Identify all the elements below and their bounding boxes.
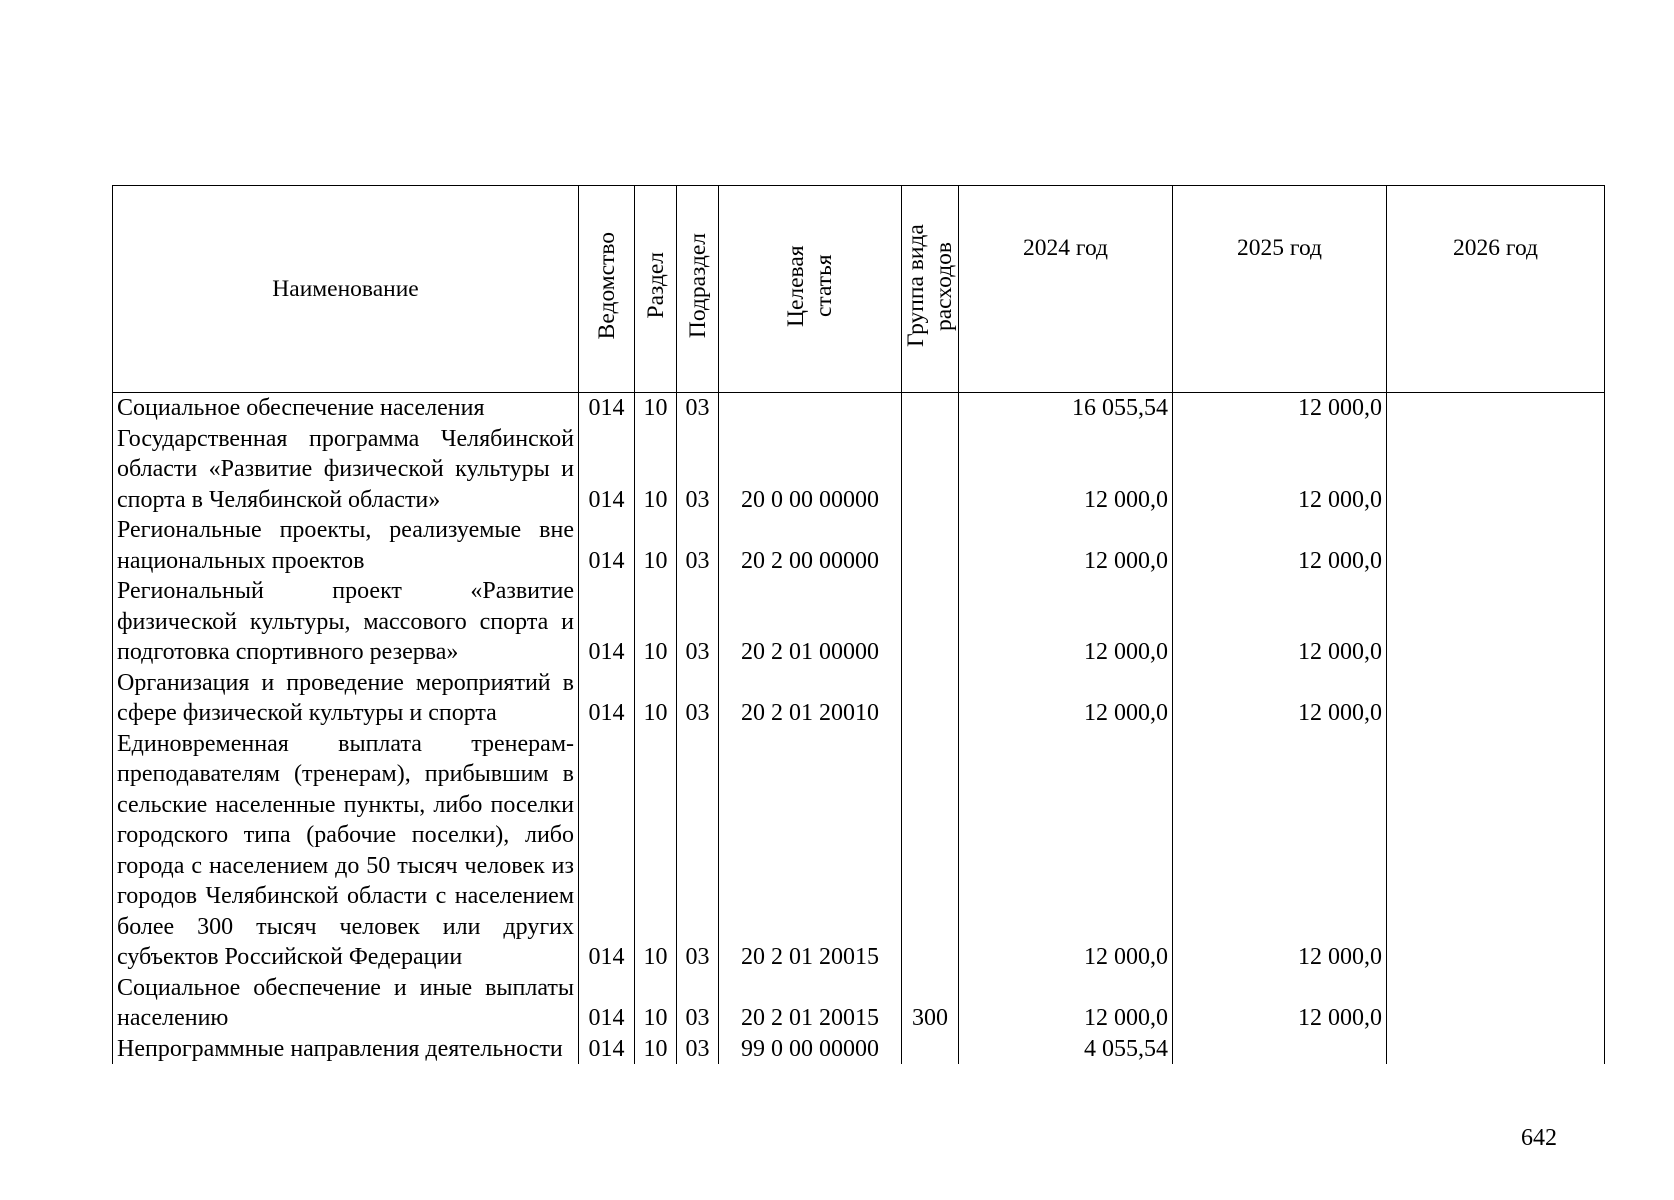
cell-expense-group <box>902 668 959 729</box>
cell-subsection: 03 <box>677 393 719 424</box>
cell-section: 10 <box>635 1034 677 1065</box>
cell-2026 <box>1387 515 1605 576</box>
cell-subsection: 03 <box>677 973 719 1034</box>
cell-section: 10 <box>635 973 677 1034</box>
cell-target-article: 99 0 00 00000 <box>719 1034 902 1065</box>
cell-agency: 014 <box>579 668 635 729</box>
cell-name: Государственная программа Челябинской области «Развитие физической культуры и спорта в Челябинской области» <box>113 424 579 516</box>
cell-2026 <box>1387 729 1605 973</box>
cell-expense-group: 300 <box>902 973 959 1034</box>
table-row <box>113 668 1605 729</box>
cell-agency: 014 <box>579 515 635 576</box>
page-number: 642 <box>1521 1125 1557 1151</box>
table-row <box>113 515 1605 576</box>
cell-expense-group <box>902 729 959 973</box>
cell-section: 10 <box>635 424 677 516</box>
cell-name: Региональный проект «Развитие физической культуры, массового спорта и подготовка спортивного резерва» <box>113 576 579 668</box>
budget-table <box>112 185 1605 1064</box>
cell-2025: 12 000,0 <box>1173 668 1387 729</box>
cell-2026 <box>1387 424 1605 516</box>
cell-name: Региональные проекты, реализуемые вне национальных проектов <box>113 515 579 576</box>
cell-section: 10 <box>635 729 677 973</box>
cell-expense-group <box>902 515 959 576</box>
cell-section: 10 <box>635 668 677 729</box>
cell-2025: 12 000,0 <box>1173 424 1387 516</box>
header-target-article: Целевая статья <box>719 186 902 393</box>
table-body <box>113 393 1605 1065</box>
cell-name: Организация и проведение мероприятий в сфере физической культуры и спорта <box>113 668 579 729</box>
header-2024: 2024 год <box>959 186 1173 393</box>
cell-agency: 014 <box>579 729 635 973</box>
header-name: Наименование <box>113 186 579 393</box>
header-section: Раздел <box>635 186 677 393</box>
cell-target-article: 20 2 01 20015 <box>719 973 902 1034</box>
cell-2024: 4 055,54 <box>959 1034 1173 1065</box>
cell-target-article: 20 2 01 20015 <box>719 729 902 973</box>
cell-subsection: 03 <box>677 424 719 516</box>
cell-2025: 12 000,0 <box>1173 729 1387 973</box>
cell-section: 10 <box>635 576 677 668</box>
cell-2026 <box>1387 393 1605 424</box>
cell-target-article <box>719 393 902 424</box>
cell-2024: 12 000,0 <box>959 424 1173 516</box>
cell-name: Социальное обеспечение и иные выплаты населению <box>113 973 579 1034</box>
cell-2025: 12 000,0 <box>1173 393 1387 424</box>
cell-expense-group <box>902 1034 959 1065</box>
header-agency: Ведомство <box>579 186 635 393</box>
cell-2025: 12 000,0 <box>1173 576 1387 668</box>
cell-agency: 014 <box>579 973 635 1034</box>
cell-expense-group <box>902 424 959 516</box>
cell-section: 10 <box>635 515 677 576</box>
cell-agency: 014 <box>579 576 635 668</box>
header-2026: 2026 год <box>1387 186 1605 393</box>
cell-name: Непрограммные направления деятельности <box>113 1034 579 1065</box>
cell-2026 <box>1387 576 1605 668</box>
cell-subsection: 03 <box>677 1034 719 1065</box>
cell-2025: 12 000,0 <box>1173 515 1387 576</box>
cell-2026 <box>1387 1034 1605 1065</box>
table-row <box>113 424 1605 516</box>
cell-agency: 014 <box>579 424 635 516</box>
header-subsection: Подраздел <box>677 186 719 393</box>
cell-subsection: 03 <box>677 515 719 576</box>
header-2025: 2025 год <box>1173 186 1387 393</box>
cell-2025: 12 000,0 <box>1173 973 1387 1034</box>
cell-target-article: 20 2 01 20010 <box>719 668 902 729</box>
cell-2024: 16 055,54 <box>959 393 1173 424</box>
table-row <box>113 393 1605 424</box>
cell-target-article: 20 2 01 00000 <box>719 576 902 668</box>
cell-2025 <box>1173 1034 1387 1065</box>
header-expense-group: Группа вида расходов <box>902 186 959 393</box>
cell-target-article: 20 0 00 00000 <box>719 424 902 516</box>
cell-2024: 12 000,0 <box>959 515 1173 576</box>
cell-subsection: 03 <box>677 729 719 973</box>
cell-target-article: 20 2 00 00000 <box>719 515 902 576</box>
cell-agency: 014 <box>579 393 635 424</box>
cell-2024: 12 000,0 <box>959 668 1173 729</box>
cell-expense-group <box>902 576 959 668</box>
cell-subsection: 03 <box>677 576 719 668</box>
table-row <box>113 576 1605 668</box>
cell-subsection: 03 <box>677 668 719 729</box>
cell-agency: 014 <box>579 1034 635 1065</box>
cell-section: 10 <box>635 393 677 424</box>
cell-name: Единовременная выплата тренерам-преподавателям (тренерам), прибывшим в сельские населенные пункты, либо поселки городского типа (рабочие поселки), либо города с населением до 50 тысяч человек из городов Челябинской области с населением более 300 тысяч человек или других субъектов Российской Федерации <box>113 729 579 973</box>
cell-2026 <box>1387 973 1605 1034</box>
cell-2024: 12 000,0 <box>959 973 1173 1034</box>
cell-2026 <box>1387 668 1605 729</box>
cell-2024: 12 000,0 <box>959 576 1173 668</box>
table-header <box>113 186 1605 393</box>
table-row <box>113 729 1605 973</box>
cell-name: Социальное обеспечение населения <box>113 393 579 424</box>
table-row <box>113 973 1605 1034</box>
table-row <box>113 1034 1605 1065</box>
cell-expense-group <box>902 393 959 424</box>
cell-2024: 12 000,0 <box>959 729 1173 973</box>
